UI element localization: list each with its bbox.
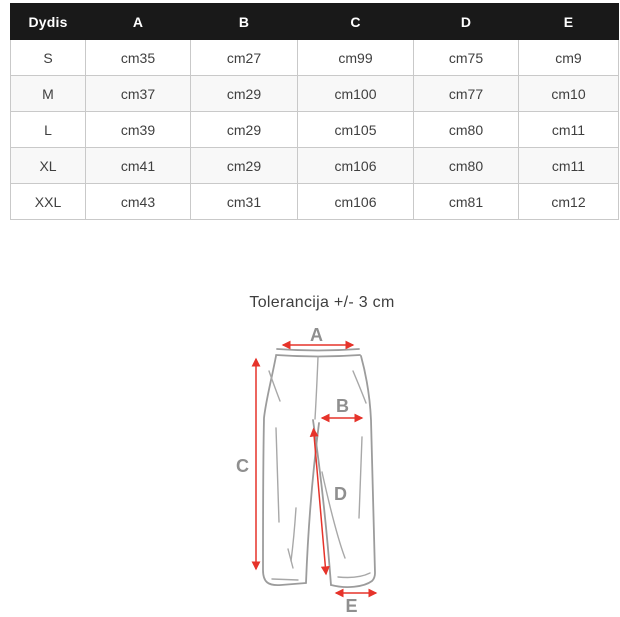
tolerance-note: Tolerancija +/- 3 cm bbox=[249, 294, 395, 311]
cell-value: cm43 bbox=[86, 184, 191, 220]
label-e: E bbox=[345, 596, 359, 616]
center-front-line bbox=[315, 357, 318, 419]
header-a: A bbox=[86, 4, 191, 40]
label-c: C bbox=[236, 456, 250, 476]
cell-value: cm12 bbox=[519, 184, 619, 220]
waistband-outline bbox=[276, 349, 360, 357]
cell-value: cm77 bbox=[414, 76, 519, 112]
right-inner-seam bbox=[313, 420, 331, 585]
cell-value: cm9 bbox=[519, 40, 619, 76]
cell-value: cm29 bbox=[191, 76, 298, 112]
cell-value: cm29 bbox=[191, 148, 298, 184]
cell-value: cm37 bbox=[86, 76, 191, 112]
cell-value: cm106 bbox=[298, 148, 414, 184]
header-c: C bbox=[298, 4, 414, 40]
cell-value: cm10 bbox=[519, 76, 619, 112]
right-leg-outline bbox=[331, 356, 375, 587]
label-a: A bbox=[310, 325, 324, 345]
cell-size: M bbox=[11, 76, 86, 112]
cell-value: cm35 bbox=[86, 40, 191, 76]
left-leg-crease-2 bbox=[291, 508, 296, 561]
measurement-labels bbox=[236, 325, 359, 616]
header-e: E bbox=[519, 4, 619, 40]
right-pocket-line bbox=[353, 371, 366, 403]
cell-value: cm27 bbox=[191, 40, 298, 76]
header-size: Dydis bbox=[11, 4, 86, 40]
cell-value: cm75 bbox=[414, 40, 519, 76]
right-leg-crease bbox=[359, 437, 362, 518]
left-leg-outline bbox=[263, 356, 306, 585]
pants-sketch bbox=[263, 349, 375, 587]
cell-value: cm11 bbox=[519, 148, 619, 184]
label-b: B bbox=[336, 396, 350, 416]
cell-size: L bbox=[11, 112, 86, 148]
cell-value: cm100 bbox=[298, 76, 414, 112]
cell-size: S bbox=[11, 40, 86, 76]
cell-value: cm80 bbox=[414, 148, 519, 184]
left-leg-crease bbox=[276, 428, 279, 522]
cell-size: XL bbox=[11, 148, 86, 184]
cell-value: cm106 bbox=[298, 184, 414, 220]
cell-value: cm81 bbox=[414, 184, 519, 220]
right-hem-inner-line bbox=[338, 573, 370, 578]
cell-value: cm99 bbox=[298, 40, 414, 76]
cell-value: cm39 bbox=[86, 112, 191, 148]
header-b: B bbox=[191, 4, 298, 40]
cell-value: cm11 bbox=[519, 112, 619, 148]
header-d: D bbox=[414, 4, 519, 40]
cell-value: cm31 bbox=[191, 184, 298, 220]
label-d: D bbox=[334, 484, 348, 504]
cell-value: cm80 bbox=[414, 112, 519, 148]
cell-value: cm105 bbox=[298, 112, 414, 148]
cell-value: cm29 bbox=[191, 112, 298, 148]
left-hem-inner-line bbox=[272, 579, 298, 580]
cell-size: XXL bbox=[11, 184, 86, 220]
cell-value: cm41 bbox=[86, 148, 191, 184]
